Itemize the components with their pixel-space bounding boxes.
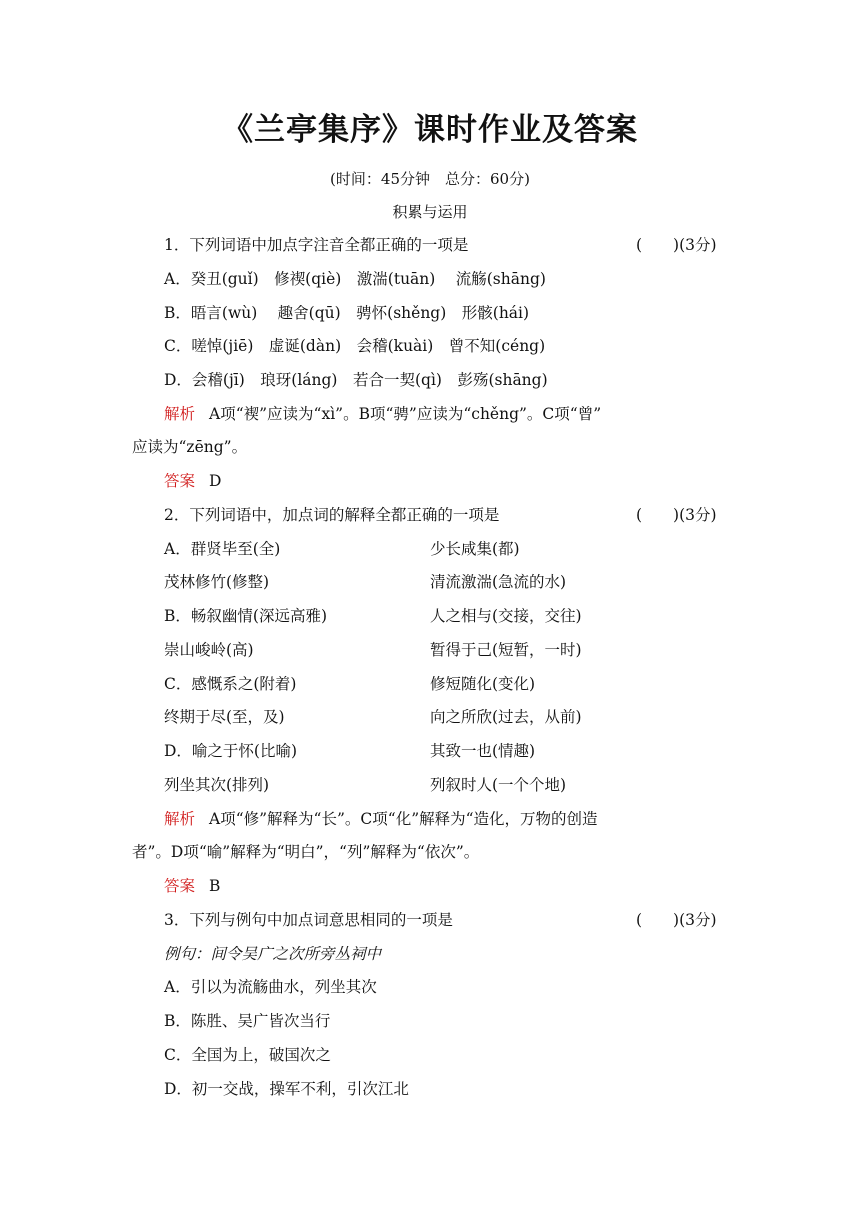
- q2-answer-value: B: [209, 877, 221, 895]
- q2-row-7-right: 其致一也(情趣): [430, 742, 536, 760]
- page-title: 《兰亭集序》课时作业及答案: [222, 112, 638, 148]
- q3-option-a: A．引以为流觞曲水，列坐其次: [164, 978, 377, 996]
- q2-row-7-left: D．喻之于怀(比喻): [164, 742, 298, 760]
- q2-row-2-right: 清流激湍(急流的水): [430, 573, 567, 591]
- analysis-label: 解析: [164, 405, 196, 423]
- q2-analysis: [164, 808, 598, 830]
- q2-stem: 2．下列词语中，加点词的解释全都正确的一项是: [164, 506, 500, 524]
- q3-score: ( )(3分): [636, 911, 717, 929]
- q2-analysis-text-1: A项“修”解释为“长”。C项“化”解释为“造化，万物的创造: [209, 810, 598, 828]
- q2-row-3-left: B．畅叙幽情(深远高雅): [164, 607, 327, 625]
- q2-row-4-left: 崇山峻岭(高): [164, 641, 254, 659]
- q3-option-c: C．全国为上，破国次之: [164, 1046, 331, 1064]
- q1-option-b: B．晤言(wù) 趣舍(qū) 骋怀(shěng) 形骸(hái): [164, 304, 530, 322]
- q1-option-a: A．癸丑(guǐ) 修禊(qiè) 激湍(tuān) 流觞(shāng): [164, 270, 546, 288]
- q2-row-8-left: 列坐其次(排列): [164, 776, 270, 794]
- q2-row-5-right: 修短随化(变化): [430, 675, 536, 693]
- q2-answer: [164, 875, 220, 897]
- answer-label: 答案: [164, 877, 196, 895]
- analysis-label: 解析: [164, 810, 196, 828]
- q1-option-d: D．会稽(jī) 琅玡(láng) 若合一契(qì) 彭殇(shāng): [164, 371, 548, 389]
- q2-row-1-right: 少长咸集(都): [430, 540, 520, 558]
- q3-option-b: B．陈胜、吴广皆次当行: [164, 1012, 331, 1030]
- q1-stem: 1．下列词语中加点字注音全都正确的一项是: [164, 236, 469, 254]
- q1-analysis-text-2: 应读为“zēng”。: [132, 438, 248, 456]
- q1-analysis: [164, 403, 601, 425]
- q2-score: ( )(3分): [636, 506, 717, 524]
- q3-stem: 3．下列与例句中加点词意思相同的一项是: [164, 911, 453, 929]
- q3-option-d: D．初一交战，操军不利，引次江北: [164, 1080, 409, 1098]
- q2-row-8-right: 列叙时人(一个个地): [430, 776, 567, 794]
- q3-example: 例句：间令吴广之次所旁丛祠中: [164, 945, 382, 963]
- q2-row-4-right: 暂得于己(短暂，一时): [430, 641, 582, 659]
- q2-row-2-left: 茂林修竹(修整): [164, 573, 270, 591]
- q1-analysis-text-1: A项“褉”应读为“xì”。B项“骋”应读为“chěng”。C项“曾”: [209, 405, 602, 423]
- q2-row-6-left: 终期于尽(至，及): [164, 708, 285, 726]
- time-score-line: (时间：45分钟 总分：60分): [330, 170, 530, 188]
- q1-answer-value: D: [209, 472, 222, 490]
- answer-label: 答案: [164, 472, 196, 490]
- q2-row-1-left: A．群贤毕至(全): [164, 540, 281, 558]
- q2-row-5-left: C．感慨系之(附着): [164, 675, 297, 693]
- q2-analysis-text-2: 者”。D项“喻”解释为“明白”，“列”解释为“依次”。: [132, 843, 480, 861]
- q2-row-3-right: 人之相与(交接，交往): [430, 607, 582, 625]
- q1-answer: [164, 470, 221, 492]
- q2-row-6-right: 向之所欣(过去，从前): [430, 708, 582, 726]
- section-heading: 积累与运用: [392, 203, 468, 221]
- q1-option-c: C．嗟悼(jiē) 虚诞(dàn) 会稽(kuài) 曾不知(céng): [164, 337, 546, 355]
- q1-score: ( )(3分): [636, 236, 717, 254]
